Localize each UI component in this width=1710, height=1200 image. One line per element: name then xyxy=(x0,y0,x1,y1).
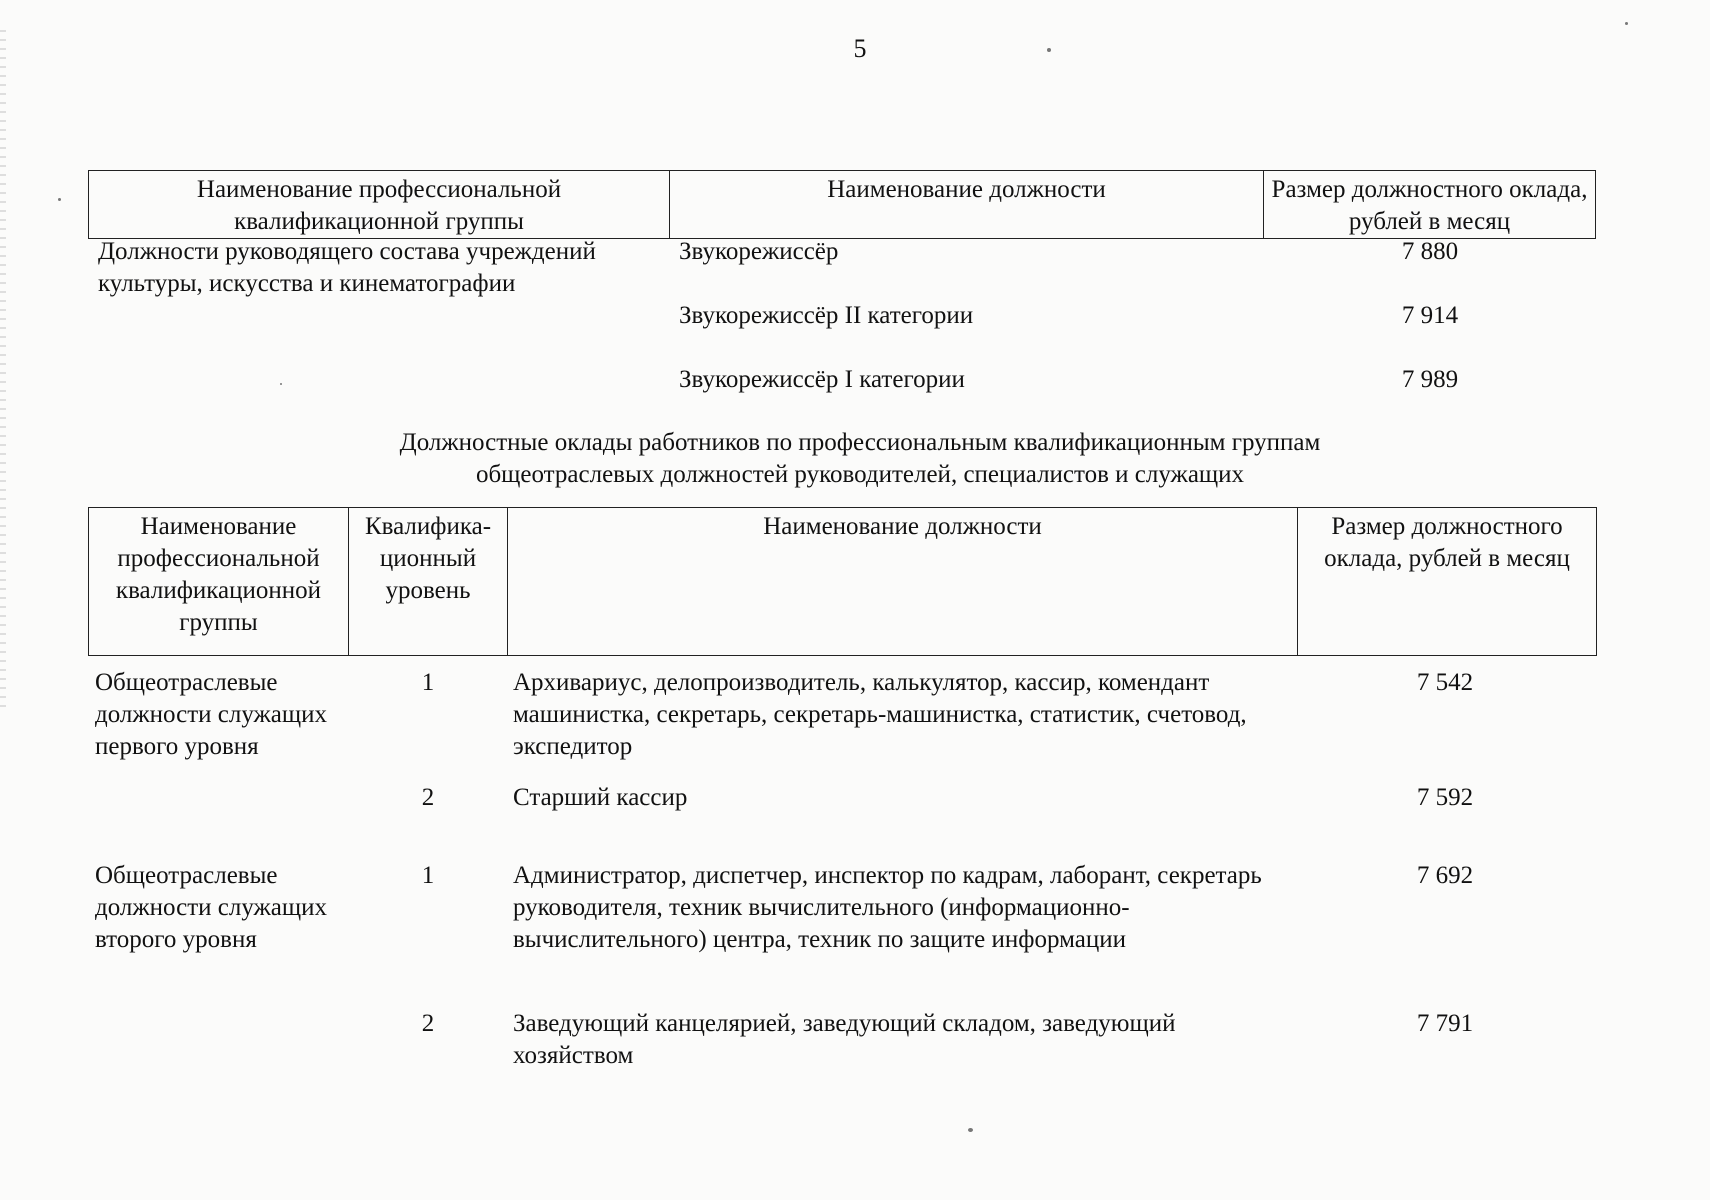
section-heading-line1: Должностные оклады работников по профессиональным квалификационным группам xyxy=(399,429,1321,456)
table2-header xyxy=(88,507,1597,656)
scan-speck xyxy=(1625,22,1628,25)
scan-speck xyxy=(280,383,282,385)
table1-position-2: Звукорежиссёр II категории xyxy=(679,302,974,329)
table1-header-salary: Размер должностного оклада, рублей в месяц xyxy=(1264,171,1596,239)
table1-header-position: Наименование должности xyxy=(670,171,1264,239)
table2-g1-level-2: 2 xyxy=(421,784,435,811)
table1-header xyxy=(88,170,1596,239)
table2-group-2-name: Общеотраслевые должности служащих второго уровня xyxy=(95,862,328,953)
table2-g2-level-1: 1 xyxy=(421,862,435,889)
table2-g2-positions-1: Администратор, диспетчер, инспектор по кадрам, лаборант, секретарь руководителя, техник вычислительного (информационно-вычислительного) центра, техник по защите информации xyxy=(513,862,1262,953)
table2-g1-positions-1: Архивариус, делопроизводитель, калькулятор, кассир, комендант машинистка, секретарь, секретарь-машинистка, статистик, счетовод, экспедитор xyxy=(513,669,1247,760)
table2-g1-positions-2: Старший кассир xyxy=(513,784,688,811)
table2-g1-salary-1: 7 542 xyxy=(1416,669,1474,696)
table2-header-salary: Размер должностного оклада, рублей в месяц xyxy=(1298,508,1597,656)
table2-g2-level-2: 2 xyxy=(421,1010,435,1037)
table1-header-group: Наименование профессиональной квалификационной группы xyxy=(89,171,670,239)
table2-g2-positions-2: Заведующий канцелярией, заведующий складом, заведующий хозяйством xyxy=(513,1010,1176,1069)
table2-header-level: Квалифика-ционный уровень xyxy=(349,508,508,656)
scan-speck xyxy=(58,198,61,201)
scan-speck xyxy=(1047,48,1051,52)
table1-position-3: Звукорежиссёр I категории xyxy=(679,366,965,393)
table2-header-group: Наименование профессиональной квалификационной группы xyxy=(89,508,349,656)
scan-speck xyxy=(968,1128,973,1132)
table2-g1-level-1: 1 xyxy=(421,669,435,696)
table1-group-name: Должности руководящего состава учреждений культуры, искусства и кинематографии xyxy=(98,238,596,297)
table2-group-1-name: Общеотраслевые должности служащих первого уровня xyxy=(95,669,328,760)
scan-edge-artifact xyxy=(0,30,6,710)
table1-salary-1: 7 880 xyxy=(1401,238,1459,265)
table2-g2-salary-2: 7 791 xyxy=(1416,1010,1474,1037)
table1-salary-2: 7 914 xyxy=(1401,302,1459,329)
page-number: 5 xyxy=(853,34,867,63)
section-heading xyxy=(0,427,1710,491)
table2-g2-salary-1: 7 692 xyxy=(1416,862,1474,889)
table1-salary-3: 7 989 xyxy=(1401,366,1459,393)
table2-g1-salary-2: 7 592 xyxy=(1416,784,1474,811)
table2-header-position: Наименование должности xyxy=(508,508,1298,656)
section-heading-line2: общеотраслевых должностей руководителей, специалистов и служащих xyxy=(475,461,1245,488)
table1-position-1: Звукорежиссёр xyxy=(679,238,839,265)
